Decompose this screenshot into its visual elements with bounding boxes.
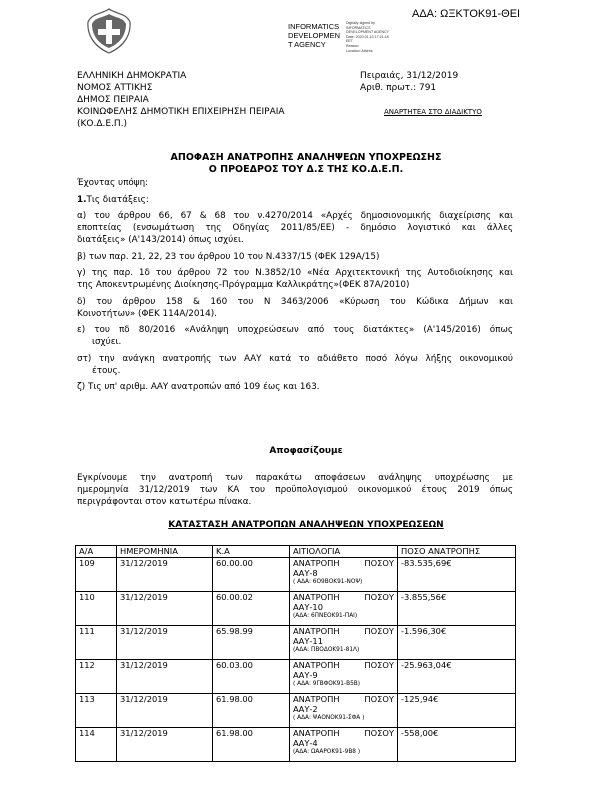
clause-d: δ) του άρθρου 158 & 160 του Ν 3463/2006 «Κύρωση του Κώδικα Δήμων και <box>77 296 513 307</box>
cell-reason <box>290 694 398 728</box>
cell-amount: -83.535,69€ <box>398 558 516 592</box>
signature-detail-line: Reason: <box>346 43 360 48</box>
ada-code: (ΑΔΑ: ΩΑΑΡΟΚ91-9Β8 ) <box>293 749 361 755</box>
reason-ref: ΑΑΥ-4 <box>293 738 318 748</box>
cell-date: 31/12/2019 <box>117 626 213 660</box>
digital-signature-stamp <box>288 22 340 49</box>
cell-date: 31/12/2019 <box>117 592 213 626</box>
cell-reason <box>290 558 398 592</box>
reason-word: ΠΟΣΟΥ <box>364 626 394 636</box>
cell-reason <box>290 592 398 626</box>
cell-ka: 61.98.00 <box>213 694 290 728</box>
cell-reason <box>290 728 398 762</box>
reason-ref: ΑΑΥ-2 <box>293 704 318 714</box>
table-row <box>76 728 516 762</box>
cell-date: 31/12/2019 <box>117 728 213 762</box>
having-regard: Έχοντας υπόψη: <box>77 178 149 188</box>
reason-ref: ΑΑΥ-10 <box>293 602 323 612</box>
item-1 <box>77 194 513 206</box>
posted-online-note: ΑΝΑΡΤΗΤΕΑ ΣΤΟ ΔΙΑΔΙΚΤΥΟ <box>384 108 482 116</box>
issuer-line: (ΚΟ.Δ.Ε.Π.) <box>77 119 128 129</box>
cell-amount: -25.963,04€ <box>398 660 516 694</box>
protocol-number: Αριθ. πρωτ.: 791 <box>360 83 437 93</box>
ada-number: ΑΔΑ: ΩΞΚΤΟΚ91-ΘΕΙ <box>412 8 521 20</box>
reason-word: ΠΟΣΟΥ <box>364 694 394 704</box>
table-row <box>76 694 516 728</box>
cell-ka: 65.98.99 <box>213 626 290 660</box>
reason-ref: ΑΑΥ-9 <box>293 670 318 680</box>
signature-detail-line: Digitally signed by <box>346 21 375 25</box>
title-line: ΑΠΟΦΑΣΗ ΑΝΑΤΡΟΠΗΣ ΑΝΑΛΗΨΕΩΝ ΥΠΟΧΡΕΩΣΗΣ <box>170 152 442 163</box>
cell-aa: 110 <box>76 592 117 626</box>
signature-detail-line: Location: Athens <box>346 48 373 53</box>
reason-word: ΑΝΑΤΡΟΠΗ <box>293 626 340 636</box>
cell-amount: -3.855,56€ <box>398 592 516 626</box>
cell-aa: 113 <box>76 694 117 728</box>
date-protocol-block <box>360 70 458 94</box>
table-title: ΚΑΤΑΣΤΑΣΗ ΑΝΑΤΡΟΠΩΝ ΑΝΑΛΗΨΕΩΝ ΥΠΟΧΡΕΩΣΕΩΝ <box>168 520 444 530</box>
issuer-block <box>77 70 285 130</box>
issuer-line: ΕΛΛΗΝΙΚΗ ΔΗΜΟΚΡΑΤΙΑ <box>77 71 187 81</box>
signature-detail-line: EET <box>346 39 353 44</box>
clause-e: ισχύει. <box>92 337 122 347</box>
issuer-line: ΚΟΙΝΩΦΕΛΗΣ ΔΗΜΟΤΙΚΗ ΕΠΙΧΕΙΡΗΣΗ ΠΕΙΡΑΙΑ <box>77 107 285 117</box>
signature-details <box>346 21 389 53</box>
clause-c: της Αποκεντρωμένης Διοίκησης-Πρόγραμμα Καλλικράτης»(ΦΕΚ 87Α/2010) <box>77 280 410 290</box>
cell-aa: 111 <box>76 626 117 660</box>
header-date: ΗΜΕΡΟΜΗΝΙΑ <box>117 546 213 558</box>
table-row <box>76 660 516 694</box>
reason-word: ΠΟΣΟΥ <box>364 558 394 568</box>
reversals-table <box>75 545 516 762</box>
issuer-line: ΔΗΜΟΣ ΠΕΙΡΑΙΑ <box>77 95 149 105</box>
cell-ka: 60.03.00 <box>213 660 290 694</box>
header-amount: ΠΟΣΟ ΑΝΑΤΡΟΠΗΣ <box>398 546 516 558</box>
reason-word: ΑΝΑΤΡΟΠΗ <box>293 592 340 602</box>
signature-detail-line: Date: 2020.01.13 17:21:18 <box>346 34 389 39</box>
reason-word: ΑΝΑΤΡΟΠΗ <box>293 694 340 704</box>
cell-amount: -558,00€ <box>398 728 516 762</box>
stamp-line: DEVELOPMEN <box>288 31 341 40</box>
reason-ref: ΑΑΥ-11 <box>293 636 323 646</box>
ada-code: ( ΑΔΑ: ΨΑΟΝΟΚ91-ΣΦΑ ) <box>293 715 365 721</box>
clause-a: α) του άρθρου 66, 67 & 68 του ν.4270/2014 «Αρχές δημοσιονομικής διαχείρισης και <box>77 211 513 221</box>
stamp-line: INFORMATICS <box>288 22 340 31</box>
clause-a: διατάξεις» (Α'143/2014) όπως ισχύει. <box>77 235 244 245</box>
stamp-line: T AGENCY <box>288 40 326 49</box>
issuer-line: ΝΟΜΟΣ ΑΤΤΙΚΗΣ <box>77 83 153 93</box>
item-text: Τις διατάξεις: <box>86 194 149 205</box>
header-aa: Α/Α <box>76 546 117 558</box>
header-ka: Κ.Α <box>213 546 290 558</box>
reason-ref: ΑΑΥ-8 <box>293 568 318 578</box>
header-reason: ΑΙΤΙΟΛΟΓΙΑ <box>290 546 398 558</box>
reason-word: ΑΝΑΤΡΟΠΗ <box>293 728 340 738</box>
clause-st: έτους. <box>92 365 121 376</box>
signature-detail-line: INFORMATICS <box>346 25 371 30</box>
document-title <box>0 152 612 176</box>
title-line: Ο ΠΡΟΕΔΡΟΣ ΤΟΥ Δ.Σ ΤΗΣ ΚΟ.Δ.Ε.Π. <box>208 164 404 175</box>
item-number: 1. <box>77 194 87 205</box>
clause-e: ε) του πδ 80/2016 «Ανάληψη υποχρεώσεων από τους διατάκτες» (Α'145/2016) όπως <box>77 325 513 335</box>
clause-b: β) των παρ. 21, 22, 23 του άρθρου 10 του Ν.4337/15 (ΦΕΚ 129Α/15) <box>77 251 380 262</box>
table-row <box>76 592 516 626</box>
table-header-row <box>76 546 516 558</box>
decision-heading: Αποφασίζουμε <box>269 446 343 456</box>
cell-ka: 60.00.02 <box>213 592 290 626</box>
clause-z: ζ) Τις υπ' αριθμ. ΑΑΥ ανατροπών από 109 έως και 163. <box>77 382 320 392</box>
signature-detail-line: DEVELOPMENT AGENCY <box>346 30 390 35</box>
cell-date: 31/12/2019 <box>117 660 213 694</box>
approval-line: περιγράφονται στον κατωτέρω πίνακα. <box>77 497 252 507</box>
reason-word: ΠΟΣΟΥ <box>364 728 394 738</box>
clause-st: στ) την ανάγκη ανατροπής των ΑΑΥ κατά το αδιάθετο ποσό λόγω λήξης οικονομικού <box>77 353 513 364</box>
greek-emblem-icon <box>86 8 132 54</box>
cell-reason <box>290 660 398 694</box>
clause-a: εποπτείας (ενσωμάτωση της Οδηγίας 2011/85/ΕΕ) - δημόσιο λογιστικό και άλλες <box>77 223 513 233</box>
cell-date: 31/12/2019 <box>117 558 213 592</box>
approval-paragraph <box>77 472 513 508</box>
cell-amount: -1.596,30€ <box>398 626 516 660</box>
ada-code: ( ΑΔΑ: 9ΓΒΦΟΚ91-Β5Β) <box>293 681 360 687</box>
cell-aa: 114 <box>76 728 117 762</box>
reason-word: ΑΝΑΤΡΟΠΗ <box>293 558 340 568</box>
cell-ka: 61.98.00 <box>213 728 290 762</box>
ada-code: (ΑΔΑ: 6ΠΝΕΟΚ91-ΠΑΙ) <box>293 613 358 619</box>
document-date: Πειραιάς, 31/12/2019 <box>360 71 459 81</box>
ada-code: (ΑΔΑ: ΠΒΟΔΟΚ91-81Λ) <box>293 647 360 653</box>
clause-c: γ) της παρ. 1δ του άρθρου 72 του Ν.3852/10 «Νέα Αρχιτεκτονική της Αυτοδιοίκησης και <box>77 268 513 278</box>
table-row <box>76 626 516 660</box>
approval-line: ημερομηνία 31/12/2019 των ΚΑ του προϋπολογισμού οικονομικού έτους 2019 όπως <box>77 485 513 495</box>
approval-line: Εγκρίνουμε την ανατροπή των παρακάτω αποφάσεων ανάληψης υποχρέωσης με <box>77 473 513 483</box>
reason-word: ΠΟΣΟΥ <box>364 660 394 670</box>
cell-aa: 112 <box>76 660 117 694</box>
cell-reason <box>290 626 398 660</box>
reason-word: ΑΝΑΤΡΟΠΗ <box>293 660 340 670</box>
cell-aa: 109 <box>76 558 117 592</box>
ada-code: ( ΑΔΑ: 6Ο9ΒΟΚ91-ΝΟΨ) <box>293 579 363 585</box>
cell-date: 31/12/2019 <box>117 694 213 728</box>
table-row <box>76 558 516 592</box>
cell-amount: -125,94€ <box>398 694 516 728</box>
cell-ka: 60.00.00 <box>213 558 290 592</box>
considerations <box>77 177 513 393</box>
reason-word: ΠΟΣΟΥ <box>364 592 394 602</box>
clause-d: Κοινοτήτων» (ΦΕΚ 114Α/2014). <box>77 308 217 319</box>
